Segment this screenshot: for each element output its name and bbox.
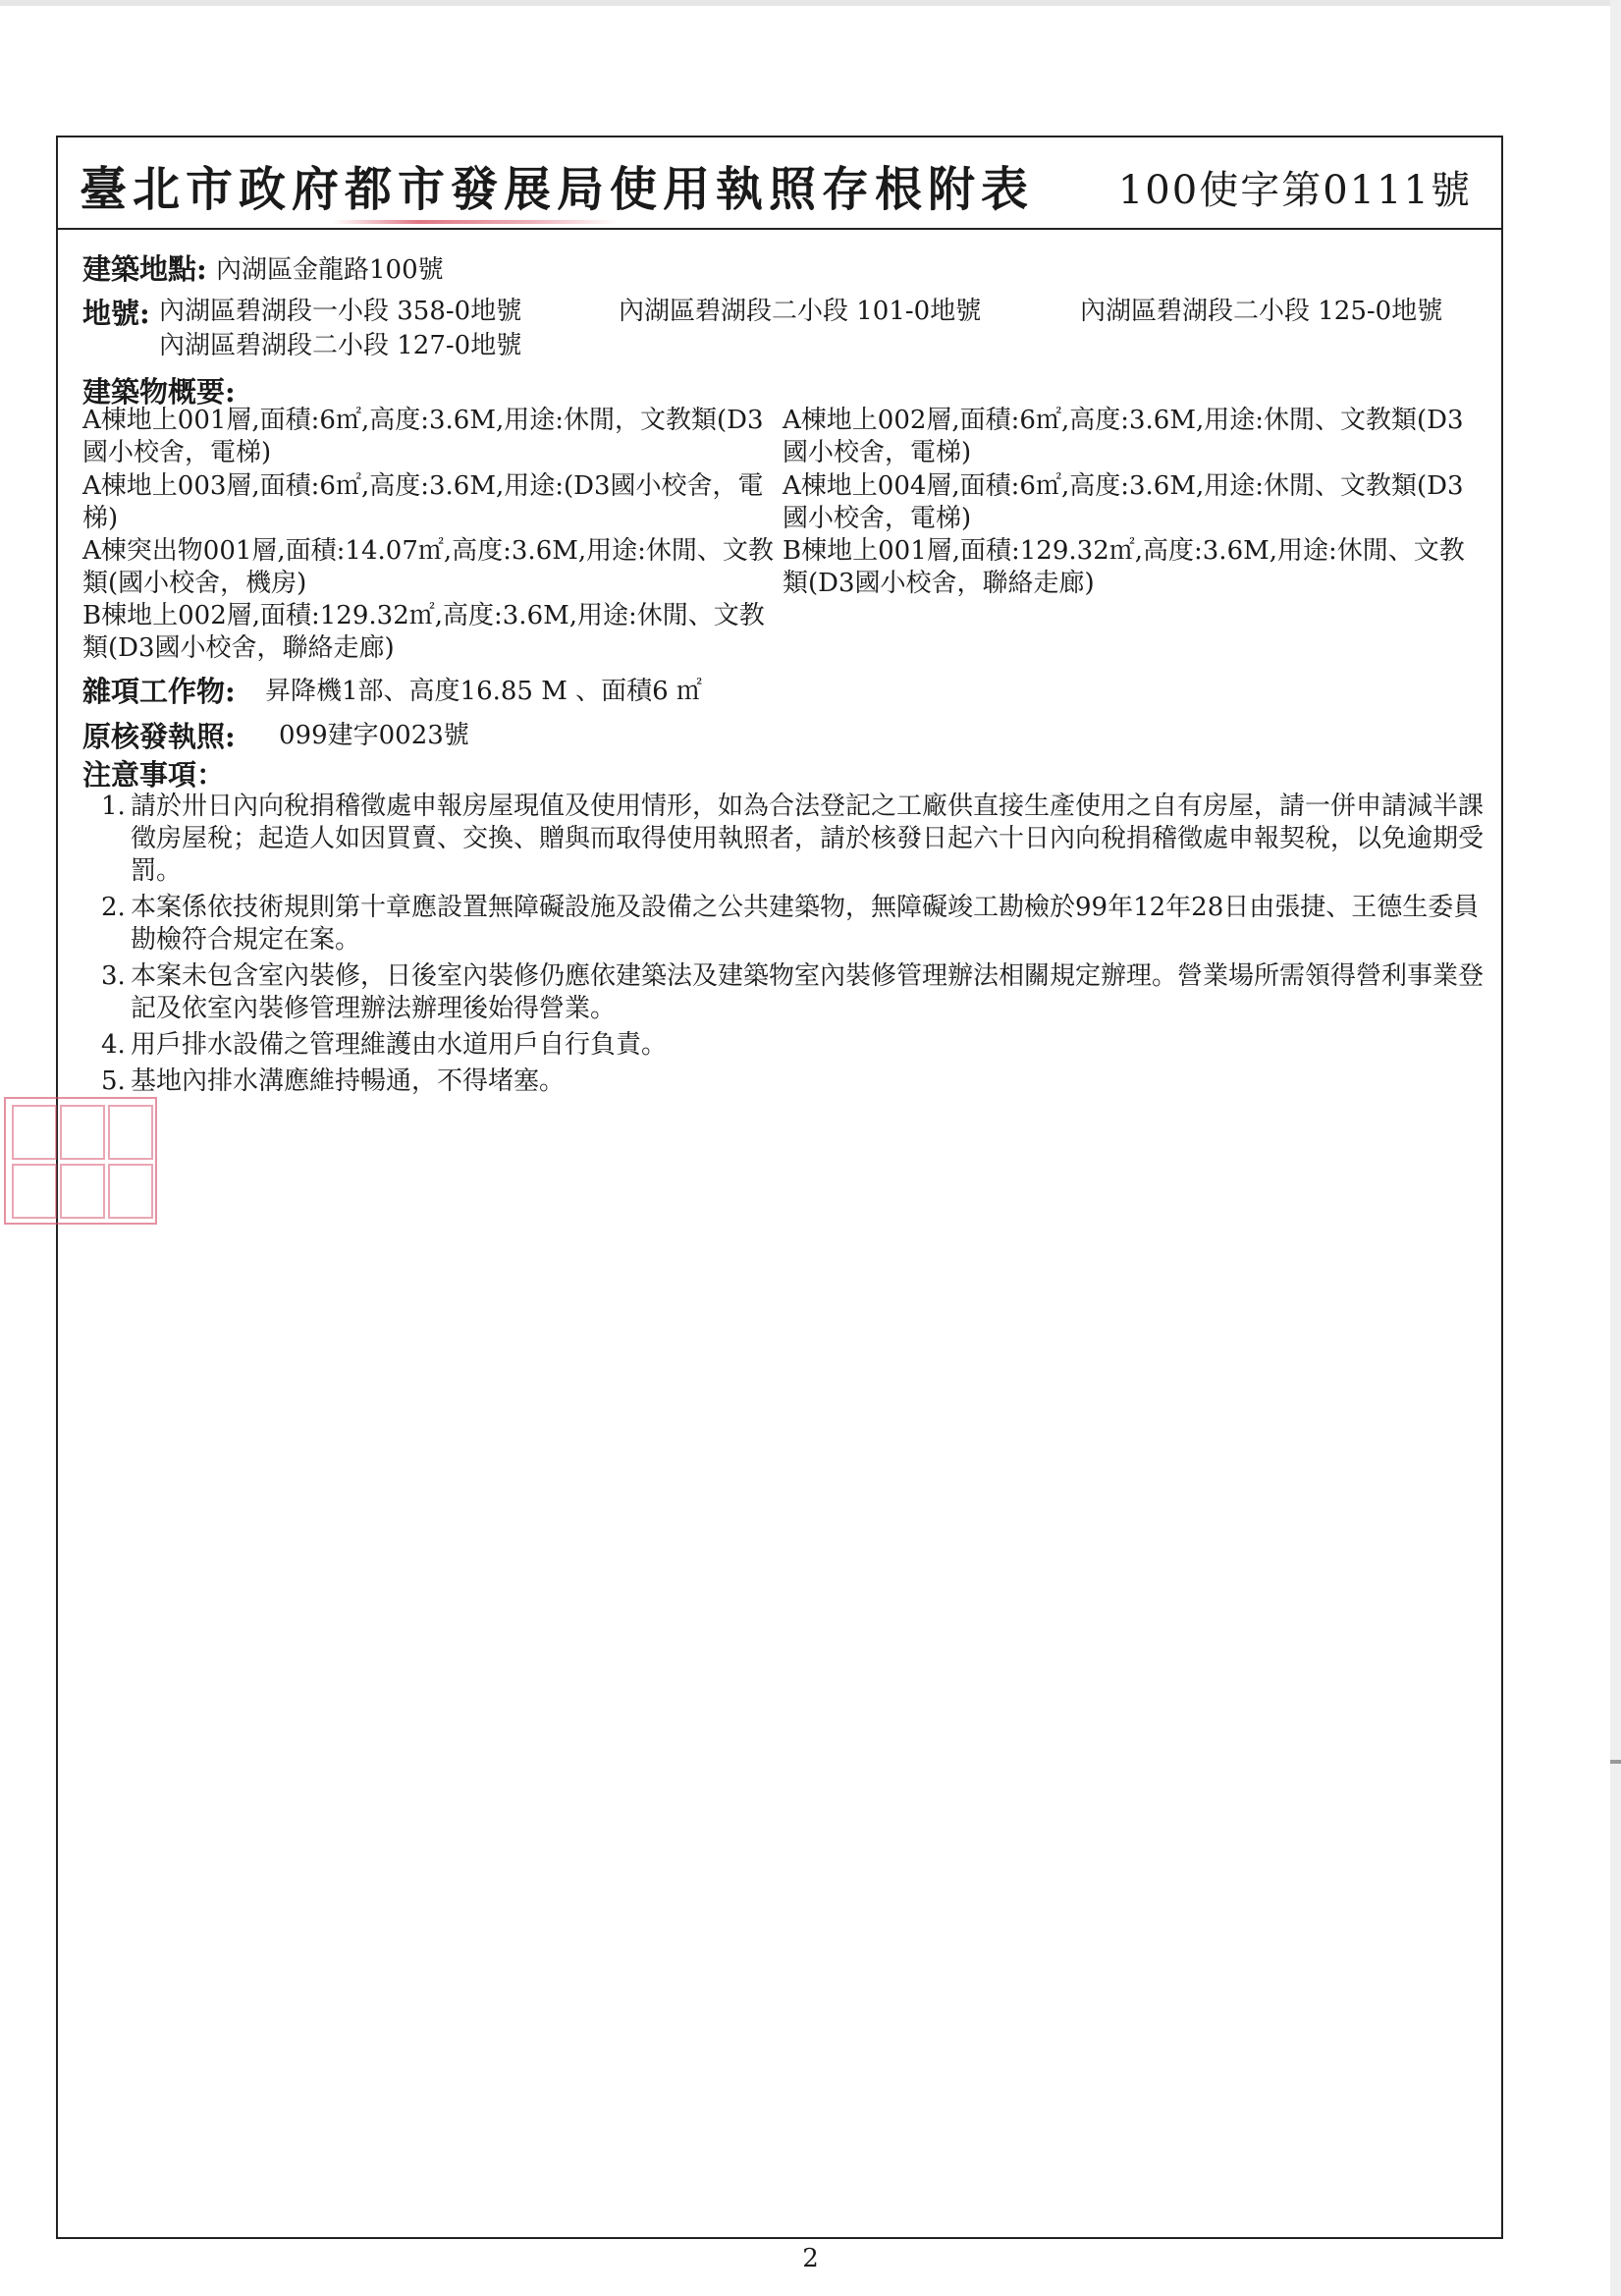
notes-label: 注意事項： [82,758,226,792]
document-title: 臺北市政府都市發展局使用執照存根附表 [80,162,1035,217]
note-number: 1. [101,792,126,821]
notes-list [72,791,1486,1102]
building-entry: A棟地上001層,面積:6㎡,高度:3.6M,用途:休閒，文教類(D3國小校舍，電梯) [82,406,764,467]
lot-item: 內湖區碧湖段二小段 125-0地號 [1080,297,1443,326]
scan-edge-right [1610,0,1621,2296]
building-entry: A棟地上002層,面積:6㎡,高度:3.6M,用途:休閒、文教類(D3國小校舍，電梯) [783,406,1464,467]
lot-item: 內湖區碧湖段二小段 127-0地號 [159,331,522,360]
note-item [72,791,1486,888]
page-number: 2 [802,2244,819,2273]
scan-mark [1610,1760,1621,1764]
note-text: 本案未包含室內裝修，日後室內裝修仍應依建築法及建築物室內裝修管理辦法相關規定辦理。營業場所需領得營利事業登記及依室內裝修管理辦法辦理後始得營業。 [131,961,1485,1023]
misc-works-value: 昇降機1部、高度16.85 M 、面積6 ㎡ [265,677,702,706]
building-entry: A棟地上004層,面積:6㎡,高度:3.6M,用途:休閒、文教類(D3國小校舍，電梯) [783,471,1464,533]
address-value: 內湖區金龍路100號 [216,255,444,285]
note-item [72,1066,1486,1098]
building-entry: A棟突出物001層,面積:14.07㎡,高度:3.6M,用途:休閒、文教類(國小校舍，機房) [82,536,774,598]
note-item [72,1029,1486,1062]
permit-number: 100使字第0111號 [1117,168,1472,213]
document-header [58,137,1501,230]
lot-item: 內湖區碧湖段二小段 101-0地號 [619,297,982,326]
note-number: 4. [101,1030,126,1060]
building-entry: B棟地上001層,面積:129.32㎡,高度:3.6M,用途:休閒、文教類(D3國小校舍，聯絡走廊) [783,536,1465,598]
building-entry: B棟地上002層,面積:129.32㎡,高度:3.6M,用途:休閒、文教類(D3國小校舍，聯絡走廊) [82,601,765,663]
note-text: 基地內排水溝應維持暢通，不得堵塞。 [131,1066,566,1096]
note-number: 2. [101,893,126,922]
scan-edge-top [0,0,1621,6]
lot-item: 內湖區碧湖段一小段 358-0地號 [159,297,522,326]
note-number: 3. [101,961,126,991]
original-permit-value: 099建字0023號 [279,721,469,750]
stamp-streak [333,220,618,224]
note-number: 5. [101,1066,126,1096]
note-text: 本案係依技術規則第十章應設置無障礙設施及設備之公共建築物，無障礙竣工勘檢於99年12年28日由張捷、王德生委員勘檢符合規定在案。 [131,893,1480,955]
overview-label: 建築物概要: [82,375,236,409]
official-seal [4,1097,157,1225]
building-entry: A棟地上003層,面積:6㎡,高度:3.6M,用途:(D3國小校舍，電梯) [82,471,764,533]
lots-label: 地號: [82,297,150,330]
misc-works-label: 雜項工作物: [82,675,236,708]
note-text: 用戶排水設備之管理維護由水道用戶自行負責。 [131,1030,668,1060]
note-item [72,960,1486,1025]
note-text: 請於卅日內向稅捐稽徵處申報房屋現值及使用情形，如為合法登記之工廠供直接生產使用之自有房屋，請一併申請減半課徵房屋稅；起造人如因買賣、交換、贈與而取得使用執照者，請於核發日起六十日內向稅捐稽徵處申報契稅，以免逾期受罰。 [131,792,1485,886]
note-item [72,892,1486,957]
address-label: 建築地點: [82,252,207,286]
original-permit-label: 原核發執照: [82,720,236,753]
